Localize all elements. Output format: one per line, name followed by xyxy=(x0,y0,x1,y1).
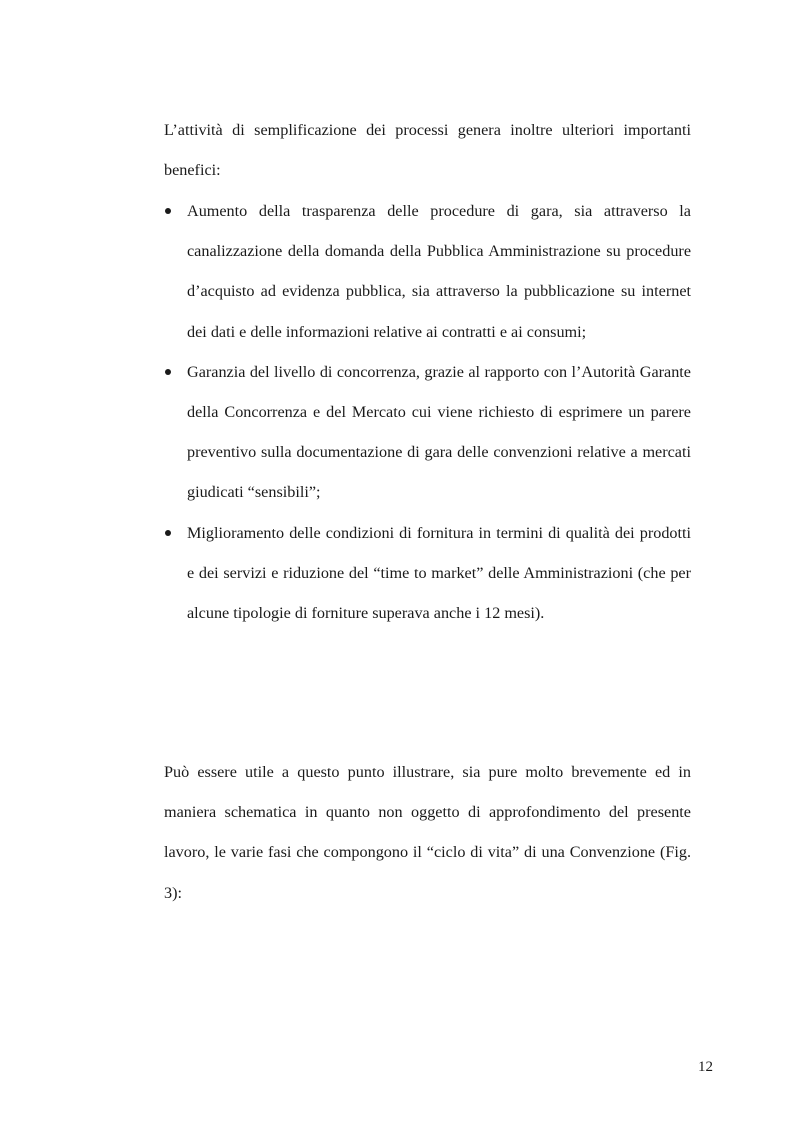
benefit-item-supply-conditions xyxy=(164,513,691,634)
benefit-item-transparency xyxy=(164,191,691,352)
closing-paragraph: Può essere utile a questo punto illustrare, sia pure molto brevemente ed in maniera schematica in quanto non oggetto di approfondimento del presente lavoro, le varie fasi che compongono il “ciclo di vita” di una Convenzione (Fig. 3): xyxy=(164,763,691,902)
bullet-icon xyxy=(165,208,171,214)
benefit-text: Aumento della trasparenza delle procedure di gara, sia attraverso la canalizzazione della domanda della Pubblica Amministrazione su procedure d’acquisto ad evidenza pubblica, sia attraverso la pubblicazione su internet dei dati e delle informazioni relative ai contratti e ai consumi; xyxy=(187,202,691,341)
benefit-text: Garanzia del livello di concorrenza, grazie al rapporto con l’Autorità Garante della Concorrenza e del Mercato cui viene richiesto di esprimere un parere preventivo sulla documentazione di gara delle convenzioni relative a mercati giudicati “sensibili”; xyxy=(187,362,691,502)
bullet-icon xyxy=(165,530,171,536)
bullet-icon xyxy=(165,369,171,375)
benefit-text: Miglioramento delle condizioni di fornitura in termini di qualità dei prodotti e dei servizi e riduzione del “time to market” delle Amministrazioni (che per alcune tipologie di forniture superava anche i 12 mesi). xyxy=(187,523,691,623)
benefits-list xyxy=(164,191,691,633)
intro-paragraph: L’attività di semplificazione dei processi genera inoltre ulteriori importanti benefici: xyxy=(164,121,691,180)
closing-paragraph-block xyxy=(164,752,691,913)
page-number: 12 xyxy=(698,1059,713,1075)
intro-paragraph-block xyxy=(164,110,691,190)
benefit-item-competition xyxy=(164,352,691,513)
